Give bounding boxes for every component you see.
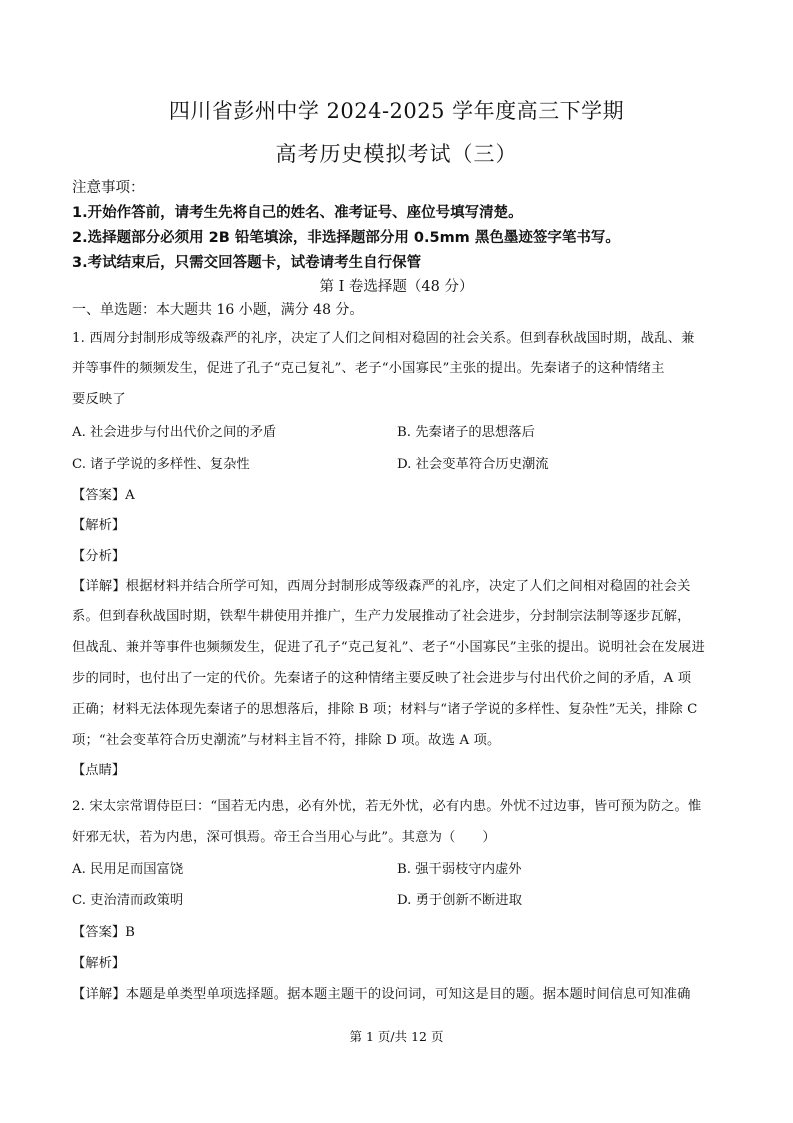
q1-fenxi-label: 【分析】 <box>72 549 126 564</box>
q1-option-c: C. 诸子学说的多样性、复杂性 <box>72 457 250 472</box>
q1-detail-line3: 但战乱、兼并等事件也频频发生，促进了孔子“克己复礼”、老子“小国寡民”主张的提出。说明社会在发展进 <box>72 640 705 655</box>
q2-option-d: D. 勇于创新不断进取 <box>397 893 523 908</box>
q1-dianjing-label: 【点睛】 <box>72 763 126 778</box>
q2-analysis-label: 【解析】 <box>72 956 126 971</box>
notice-item-3: 3.考试结束后，只需交回答题卡，试卷请考生自行保管 <box>72 255 422 271</box>
q2-answer: 【答案】B <box>72 925 135 940</box>
page-footer: 第 1 页/共 12 页 <box>349 1029 444 1044</box>
q1-detail-line6: 项；“社会变革符合历史潮流”与材料主旨不符，排除 D 项。故选 A 项。 <box>72 733 501 748</box>
q2-stem-line1: 2. 宋太宗常谓侍臣曰：“国若无内患，必有外忧，若无外忧，必有内患。外忧不过边事，皆可预为防之。惟 <box>72 799 702 814</box>
section-title: 第 I 卷选择题（48 分） <box>319 279 474 295</box>
q1-detail-line2: 系。但到春秋战国时期，铁犁牛耕使用并推广，生产力发展推动了社会进步，分封制宗法制等逐步瓦解， <box>72 609 691 624</box>
q1-stem-line2: 并等事件的频频发生，促进了孔子“克己复礼”、老子“小国寡民”主张的提出。先秦诸子的这种情绪主 <box>72 361 665 376</box>
exam-title-line2: 高考历史模拟考试（三） <box>275 142 518 166</box>
q2-stem-line2: 奸邪无状，若为内患，深可惧焉。帝王合当用心与此”。其意为（ ） <box>72 830 496 845</box>
notice-item-1: 1.开始作答前，请考生先将自己的姓名、准考证号、座位号填写清楚。 <box>72 205 523 221</box>
q1-analysis-label: 【解析】 <box>72 518 126 533</box>
exam-title-line1: 四川省彭州中学 2024-2025 学年度高三下学期 <box>168 99 625 123</box>
q1-option-b: B. 先秦诸子的思想落后 <box>397 425 535 440</box>
q1-detail-line1: 【详解】根据材料并结合所学可知，西周分封制形成等级森严的礼序，决定了人们之间相对稳固的社会关 <box>72 579 691 594</box>
q1-option-a: A. 社会进步与付出代价之间的矛盾 <box>72 425 277 440</box>
q1-stem-line3: 要反映了 <box>72 392 126 407</box>
q1-answer: 【答案】A <box>72 488 135 503</box>
q2-option-c: C. 吏治清而政策明 <box>72 893 184 908</box>
notice-item-2: 2.选择题部分必须用 2B 铅笔填涂，非选择题部分用 0.5mm 黑色墨迹签字笔书写。 <box>72 230 620 246</box>
q2-option-b: B. 强干弱枝守内虚外 <box>397 862 522 877</box>
notice-heading: 注意事项： <box>72 180 145 196</box>
q2-detail-line1: 【详解】本题是单类型单项选择题。据本题主题干的设问词，可知这是目的题。据本题时间信息可知准确 <box>72 987 691 1002</box>
q1-stem-line1: 1. 西周分封制形成等级森严的礼序，决定了人们之间相对稳固的社会关系。但到春秋战国时期，战乱、兼 <box>72 331 695 346</box>
q2-option-a: A. 民用足而国富饶 <box>72 862 184 877</box>
q1-detail-line4: 步的同时，也付出了一定的代价。先秦诸子的这种情绪主要反映了社会进步与付出代价之间的矛盾，A 项 <box>72 671 692 686</box>
q1-detail-line5: 正确；材料无法体现先秦诸子的思想落后，排除 B 项；材料与“诸子学说的多样性、复杂性”无关，排除 C <box>72 702 698 717</box>
q1-option-d: D. 社会变革符合历史潮流 <box>397 457 549 472</box>
section-instruction: 一、单选题：本大题共 16 小题，满分 48 分。 <box>72 302 364 318</box>
